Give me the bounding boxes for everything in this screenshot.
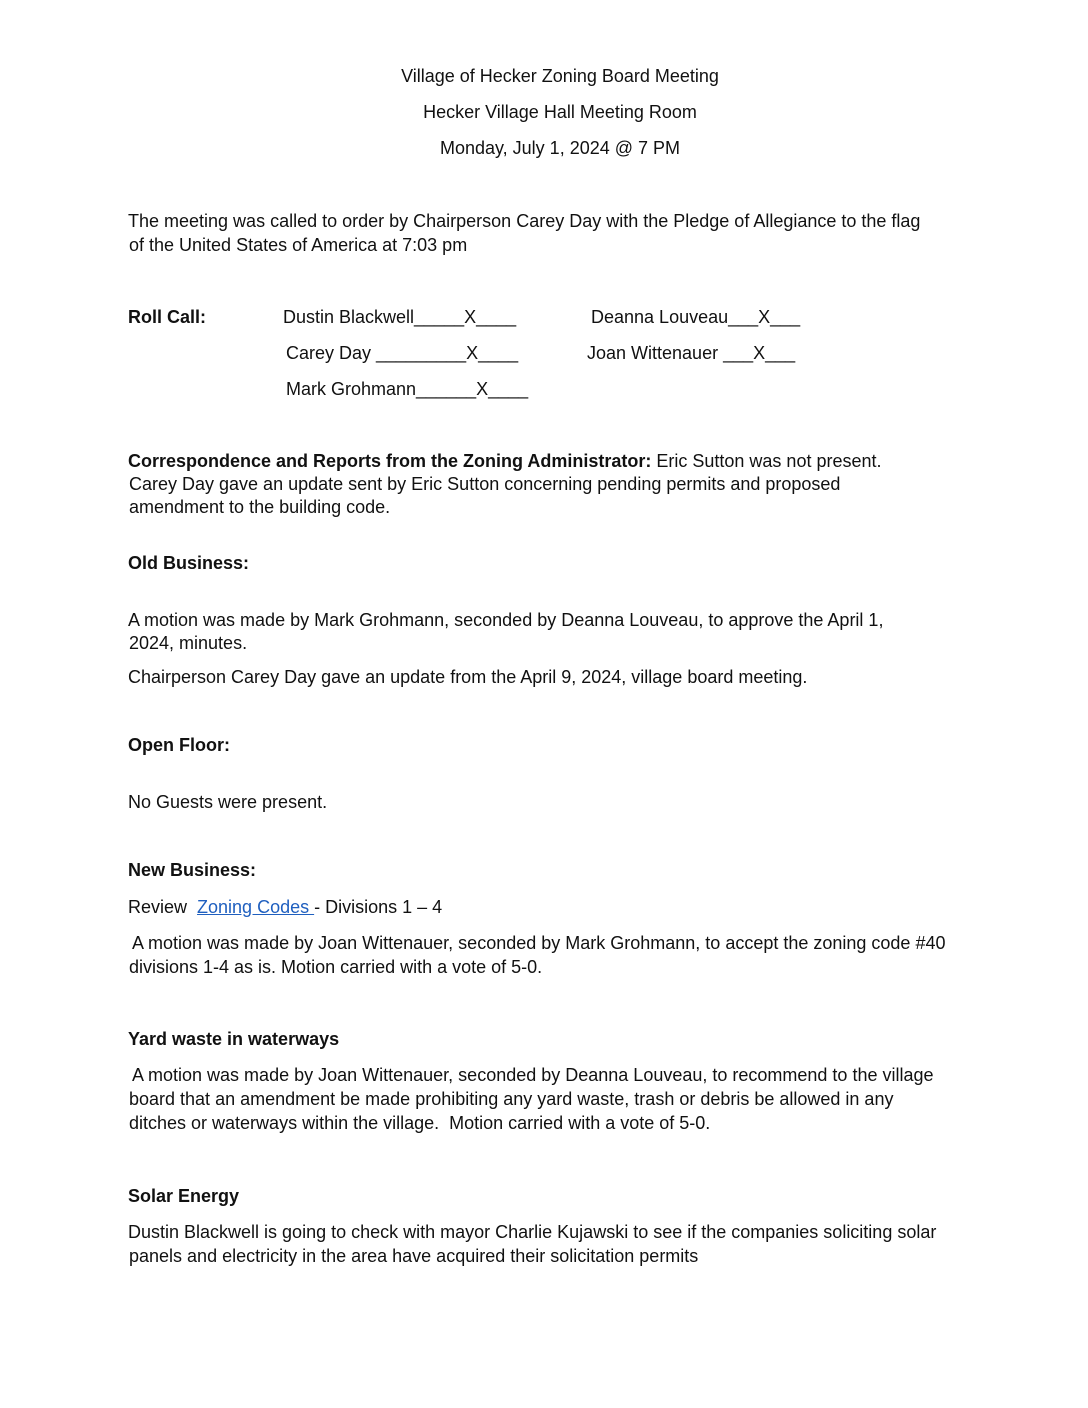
roll-call-label: Roll Call:	[128, 307, 207, 327]
roll-call-member: Carey Day _________X____	[286, 343, 519, 363]
solar-energy-line2: panels and electricity in the area have acquired their solicitation permits	[129, 1246, 699, 1266]
open-floor-text: No Guests were present.	[128, 792, 328, 812]
zoning-codes-link[interactable]: Zoning Codes	[197, 897, 315, 917]
review-prefix: Review	[128, 897, 198, 917]
new-business-motion-line1: A motion was made by Joan Wittenauer, seconded by Mark Grohmann, to accept the zoning code #40	[128, 933, 946, 953]
correspondence-text: Eric Sutton was not present.	[651, 451, 882, 471]
old-business-update: Chairperson Carey Day gave an update from the April 9, 2024, village board meeting.	[128, 667, 808, 687]
correspondence-line3: amendment to the building code.	[129, 497, 391, 517]
solar-energy-heading: Solar Energy	[128, 1186, 240, 1206]
roll-call-member: Mark Grohmann______X____	[286, 379, 529, 399]
roll-call-member: Joan Wittenauer ___X___	[587, 343, 796, 363]
old-business-heading: Old Business:	[128, 553, 250, 573]
correspondence-line1	[128, 450, 882, 472]
correspondence-line2: Carey Day gave an update sent by Eric Sutton concerning pending permits and proposed	[129, 474, 841, 494]
old-business-motion-line1: A motion was made by Mark Grohmann, seconded by Deanna Louveau, to approve the April 1,	[128, 610, 884, 630]
open-floor-heading: Open Floor:	[128, 735, 230, 755]
yard-waste-heading: Yard waste in waterways	[128, 1029, 340, 1049]
new-business-motion-line2: divisions 1-4 as is. Motion carried with a vote of 5-0.	[129, 957, 543, 977]
meeting-location: Hecker Village Hall Meeting Room	[423, 102, 697, 122]
review-line	[128, 896, 442, 918]
meeting-date: Monday, July 1, 2024 @ 7 PM	[439, 138, 681, 158]
yard-waste-line2: board that an amendment be made prohibiting any yard waste, trash or debris be allowed in any	[129, 1089, 894, 1109]
solar-energy-line1: Dustin Blackwell is going to check with mayor Charlie Kujawski to see if the companies soliciting solar	[128, 1222, 937, 1242]
old-business-motion-line2: 2024, minutes.	[129, 633, 248, 653]
roll-call-member: Deanna Louveau___X___	[591, 307, 801, 327]
roll-call-member: Dustin Blackwell_____X____	[283, 307, 517, 327]
yard-waste-line3: ditches or waterways within the village. Motion carried with a vote of 5-0.	[129, 1113, 711, 1133]
yard-waste-line1: A motion was made by Joan Wittenauer, seconded by Deanna Louveau, to recommend to the village	[128, 1065, 934, 1085]
review-suffix: - Divisions 1 – 4	[314, 897, 443, 917]
call-to-order-line1: The meeting was called to order by Chairperson Carey Day with the Pledge of Allegiance to the flag	[128, 211, 921, 231]
call-to-order-line2: of the United States of America at 7:03 pm	[129, 235, 468, 255]
new-business-heading: New Business:	[128, 860, 257, 880]
correspondence-heading: Correspondence and Reports from the Zoning Administrator:	[128, 451, 652, 471]
meeting-title: Village of Hecker Zoning Board Meeting	[401, 66, 719, 86]
